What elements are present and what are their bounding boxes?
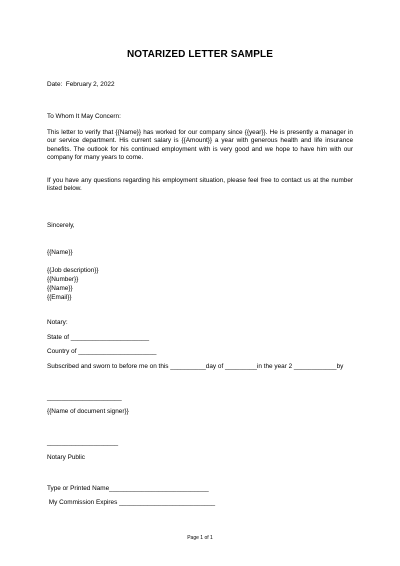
state-line: State of ______________________ [47,334,149,341]
document-title: NOTARIZED LETTER SAMPLE [126,49,273,60]
signature-name: {{Name}} [47,249,73,256]
signer-signature-rule: _____________________ [47,394,122,401]
notary-label: Notary: [47,319,68,326]
commission-expires-line: My Commission Expires ___________________________ [47,499,216,506]
signature-email: {{Email}} [47,294,72,301]
page-number: Page 1 of 1 [187,535,213,541]
country-line: Country of ______________________ [47,348,157,355]
notary-signature-rule: ____________________ [47,439,119,446]
signature-number: {{Number}} [47,276,79,283]
printed-name-line: Type or Printed Name____________________________ [47,485,209,492]
salutation: To Whom It May Concern: [47,113,121,120]
body-paragraph-1: This letter to verify that {{Name}} has worked for our company since {{year}}. He is presently a manager in our service department. His current salary is {{Amount}} a year with generous health and life insurance benefits. The outlook for his continued employment with is very good and we hope to have him with our company for many years to come. [47,129,353,162]
closing: Sincerely, [47,222,75,229]
signature-job-description: {{Job description}} [47,267,99,274]
sworn-line: Subscribed and sworn to before me on this __________day of _________in the year 2 ____________by [47,363,344,370]
document-signer-placeholder: {{Name of document signer}} [47,408,129,415]
date-line: Date: February 2, 2022 [47,81,115,88]
notary-public-label: Notary Public [47,454,86,461]
body-paragraph-2: If you have any questions regarding his employment situation, please feel free to contact us at the number listed below. [47,177,353,193]
signature-name-2: {{Name}} [47,285,73,292]
